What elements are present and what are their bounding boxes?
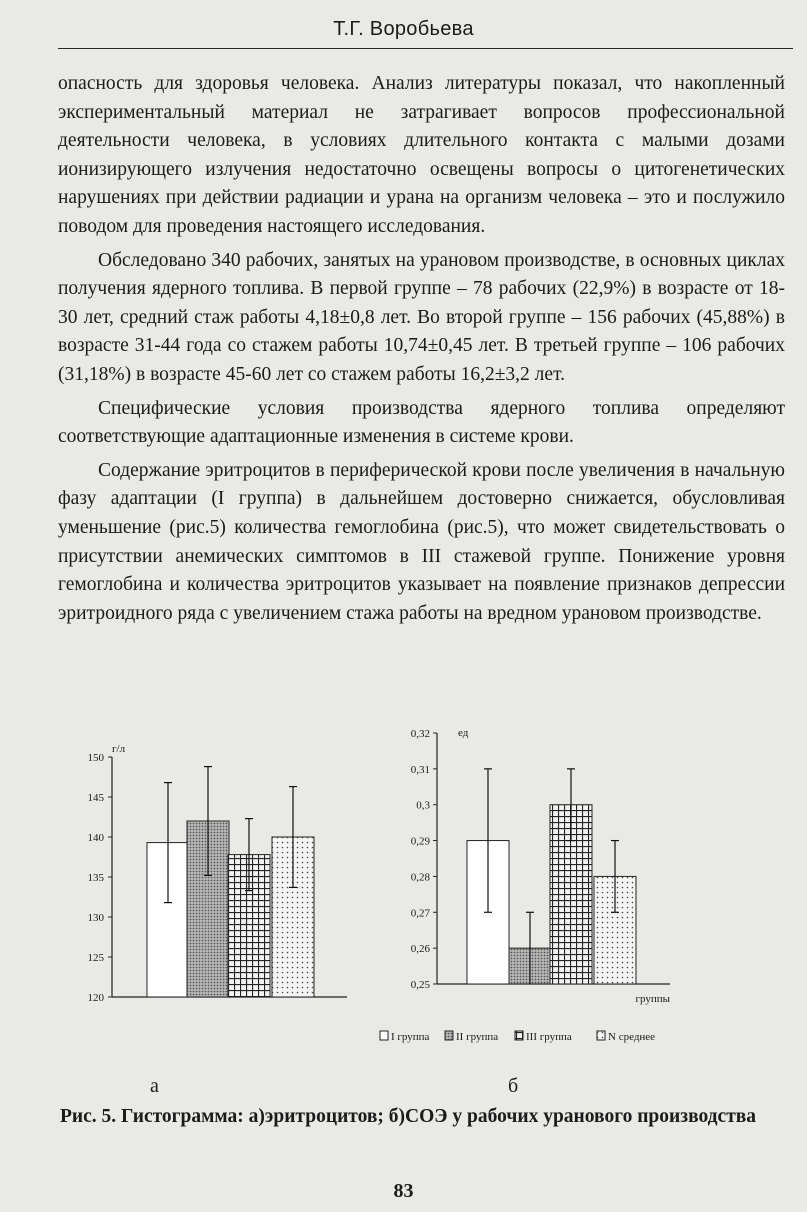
chart-b-ytick: 0,28 bbox=[410, 871, 430, 884]
chart-a-ylabel: г/л bbox=[112, 743, 126, 755]
legend-swatch bbox=[445, 1031, 453, 1040]
chart-b-ylabel: ед bbox=[458, 727, 469, 739]
chart-a-ytick: 135 bbox=[87, 872, 104, 884]
chart-a-ytick: 130 bbox=[87, 912, 104, 924]
legend-label: N среднее bbox=[608, 1031, 656, 1043]
chart-b-ytick: 0,32 bbox=[410, 728, 430, 740]
legend-swatch bbox=[515, 1031, 523, 1040]
paragraph-1: опасность для здоровья человека. Анализ литературы показал, что накопленный экспериментальный материал не затрагивает вопросов профессиональной деятельности человека, в условиях длительного контакта с малыми дозами ионизирующего излучения недостаточно освещены вопросы о цитогенетических нарушениях при действии радиации и урана на организм человека – это и послужило поводом для проведения настоящего исследования. bbox=[58, 73, 785, 237]
chart-b-ytick: 0,3 bbox=[416, 799, 430, 812]
paragraph-4: Содержание эритроцитов в периферической крови после увеличения в начальную фазу адаптации (I группа) в дальнейшем достоверно снижается, обусловливая уменьшение (рис.5) количества гемоглобина (рис.5), что может свидетельствовать о присутствии анемических симптомов в III стажевой группе. Понижение уровня гемоглобина и количества эритроцитов указывает на появление признаков депрессии эритроидного ряда с увеличением стажа работы на вредном урановом производстве. bbox=[58, 459, 785, 624]
legend-label: I группа bbox=[391, 1031, 430, 1043]
chart-b-sublabel: б bbox=[508, 1075, 519, 1097]
chart-a-ytick: 125 bbox=[87, 952, 104, 964]
chart-a-sublabel: а bbox=[150, 1075, 159, 1097]
legend-swatch bbox=[380, 1031, 388, 1040]
chart-a-ytick: 145 bbox=[87, 792, 104, 804]
figure-caption: Рис. 5. Гистограмма: а)эритроцитов; б)СОЭ у рабочих уранового производства bbox=[60, 1106, 757, 1127]
chart-b-ytick: 0,26 bbox=[410, 943, 430, 956]
chart-a-ytick: 120 bbox=[87, 992, 104, 1004]
legend-swatch bbox=[597, 1031, 605, 1040]
running-head: Т.Г. Воробьева bbox=[333, 18, 474, 40]
page-number: 83 bbox=[393, 1180, 414, 1202]
chart-a-ytick: 140 bbox=[87, 832, 104, 844]
chart-b-ytick: 0,31 bbox=[410, 763, 430, 776]
chart-b-ytick: 0,25 bbox=[410, 979, 430, 991]
chart-a-ytick: 150 bbox=[87, 752, 104, 764]
chart-b-ytick: 0,27 bbox=[410, 907, 430, 920]
chart-b-xlabel: группы bbox=[635, 993, 670, 1005]
paragraph-3: Специфические условия производства ядерного топлива определяют соответствующие адаптационные изменения в системе крови. bbox=[58, 397, 785, 448]
legend-label: III группа bbox=[526, 1031, 572, 1043]
paragraph-2: Обследовано 340 рабочих, занятых на урановом производстве, в основных циклах получения ядерного топлива. В первой группе – 78 рабочих (22,9%) в возрасте от 18-30 лет, средний стаж работы 4,18±0,8 лет. Во второй группе – 156 рабочих (45,88%) в возрасте 31-44 года со стажем работы 10,74±0,45 лет. В третьей группе – 106 рабочих (31,18%) в возрасте 45-60 лет со стажем работы 16,2±3,2 лет. bbox=[58, 249, 785, 385]
legend-label: II группа bbox=[456, 1031, 499, 1043]
chart-b-ytick: 0,29 bbox=[410, 835, 430, 848]
